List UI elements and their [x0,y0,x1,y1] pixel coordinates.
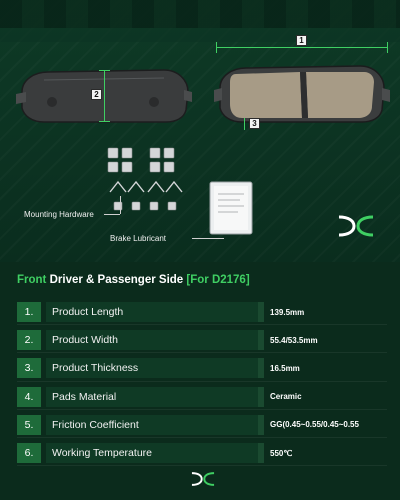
spec-row-number: 1. [17,302,41,322]
spec-row [17,383,387,411]
spec-row-divider [258,358,264,378]
spec-row-name: Product Length [46,302,258,322]
spec-row-name: Pads Material [46,387,258,407]
brake-pad-friction-image [214,60,390,130]
spec-row-divider [258,330,264,350]
spec-table [17,298,387,467]
spec-row-number: 3. [17,358,41,378]
dimension-tick [387,42,388,53]
spec-row [17,439,387,467]
dimension-tick [216,42,217,53]
background-band [0,0,400,28]
spec-row [17,298,387,326]
spec-row-name: Product Thickness [46,358,258,378]
mounting-hardware-leader [120,196,121,214]
dimension-line-thickness [244,118,245,130]
spec-title [17,274,250,286]
spec-title-front: Front [17,274,47,286]
spec-row [17,326,387,354]
spec-row-divider [258,443,264,463]
spec-row [17,411,387,439]
mounting-hardware-image [104,146,188,218]
dimension-line-length [216,47,388,48]
spec-row-number: 6. [17,443,41,463]
dimension-marker-2: 2 [91,89,102,100]
spec-row-value: 550℃ [270,448,293,458]
brake-lubricant-label: Brake Lubricant [110,234,167,243]
dimension-marker-3: 3 [249,118,260,129]
spec-row-value: 16.5mm [270,363,300,373]
dc-logo-icon [190,470,216,488]
spec-row-number: 5. [17,415,41,435]
spec-title-side: Driver & Passenger Side [49,274,184,286]
spec-row-value: GG(0.45~0.55/0.45~0.55 [270,420,359,430]
spec-row-value: 139.5mm [270,307,305,317]
spec-row-number: 2. [17,330,41,350]
dimension-marker-1: 1 [296,35,307,46]
spec-row-name: Friction Coefficient [46,415,258,435]
spec-row [17,354,387,382]
brake-lubricant-leader [192,238,224,239]
mounting-hardware-label: Mounting Hardware [24,210,94,219]
dimension-tick [99,121,110,122]
spec-row-value: Ceramic [270,392,302,402]
brake-lubricant-image [208,180,254,236]
dimension-tick [99,70,110,71]
spec-title-part: [For D2176] [186,274,250,286]
specifications-panel [0,262,400,500]
dimension-line-width [104,70,105,122]
spec-row-name: Working Temperature [46,443,258,463]
dc-logo-icon [336,214,376,238]
mounting-hardware-leader [104,214,120,215]
spec-row-number: 4. [17,387,41,407]
spec-row-divider [258,302,264,322]
background-band [0,28,400,42]
spec-row-divider [258,387,264,407]
spec-row-value: 55.4/53.5mm [270,335,318,345]
spec-row-divider [258,415,264,435]
spec-row-name: Product Width [46,330,258,350]
